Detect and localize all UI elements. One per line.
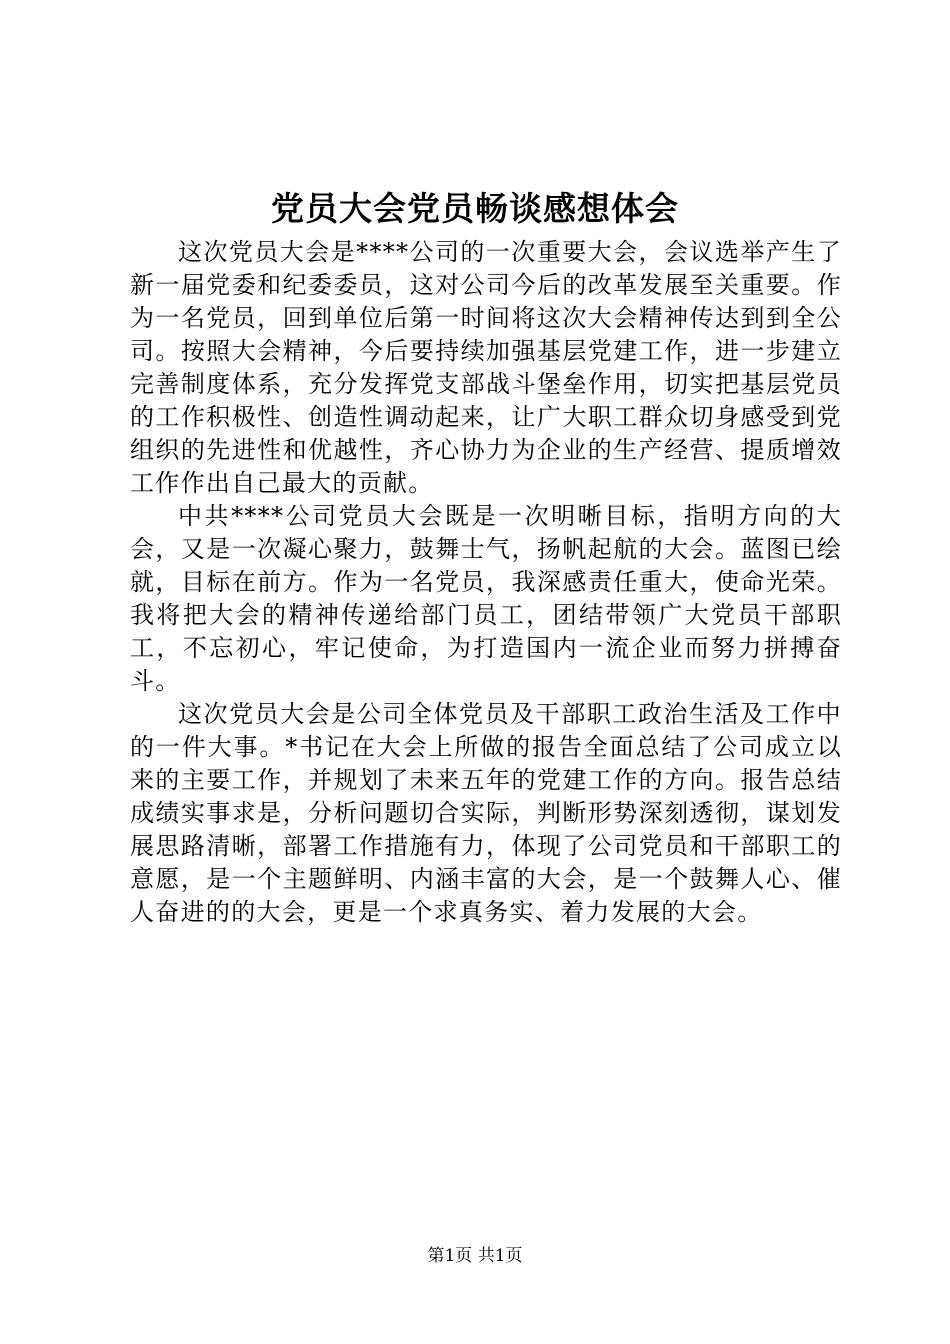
paragraph-3: 这次党员大会是公司全体党员及干部职工政治生活及工作中的一件大事。*书记在大会上所做的报告全面总结了公司成立以来的主要工作，并规划了未来五年的党建工作的方向。报告总结成绩实事求是，分析问题切合实际，判断形势深刻透彻，谋划发展思路清晰，部署工作措施有力，体现了公司党员和干部职工的意愿，是一个主题鲜明、内涵丰富的大会，是一个鼓舞人心、催人奋进的的大会，更是一个求真务实、着力发展的大会。	[130, 700, 842, 926]
paragraph-2: 中共****公司党员大会既是一次明晰目标，指明方向的大会，又是一次凝心聚力，鼓舞士气，扬帆起航的大会。蓝图已绘就，目标在前方。作为一名党员，我深感责任重大，使命光荣。我将把大会的精神传递给部门员工，团结带领广大党员干部职工，不忘初心，牢记使命，为打造国内一流企业而努力拼搏奋斗。	[130, 502, 842, 695]
paragraph-1: 这次党员大会是****公司的一次重要大会，会议选举产生了新一届党委和纪委委员，这对公司今后的改革发展至关重要。作为一名党员，回到单位后第一时间将这次大会精神传达到到全公司。按照大会精神，今后要持续加强基层党建工作，进一步建立完善制度体系，充分发挥党支部战斗堡垒作用，切实把基层党员的工作积极性、创造性调动起来，让广大职工群众切身感受到党组织的先进性和优越性，齐心协力为企业的生产经营、提质增效工作作出自己最大的贡献。	[130, 238, 842, 497]
document-title: 党员大会党员畅谈感想体会	[271, 189, 679, 228]
document-body	[130, 236, 842, 929]
page-number: 第1页 共1页	[427, 1246, 523, 1266]
